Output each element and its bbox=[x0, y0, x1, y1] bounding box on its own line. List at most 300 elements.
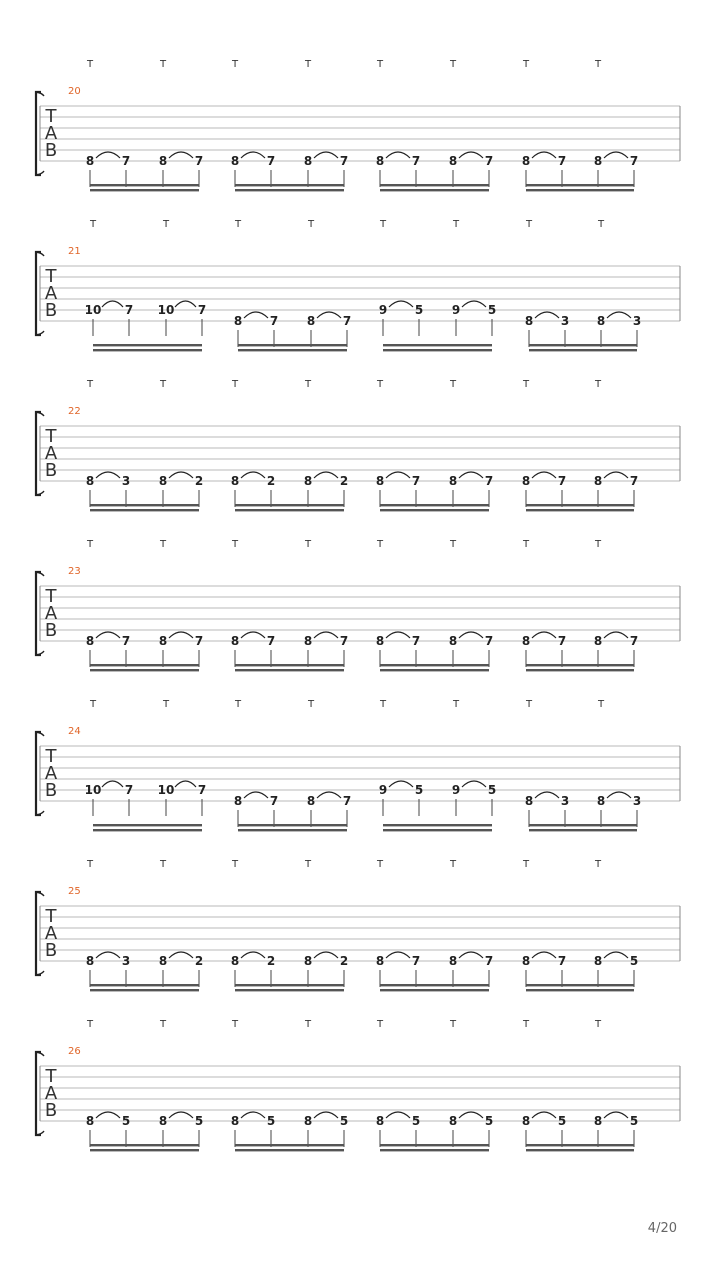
fret-number: 5 bbox=[487, 303, 497, 317]
fret-number: 7 bbox=[342, 794, 352, 808]
beam-primary bbox=[380, 664, 489, 666]
beam-secondary bbox=[93, 349, 202, 351]
tab-clef-letter-t: T bbox=[45, 906, 57, 927]
beam-primary bbox=[380, 984, 489, 986]
tap-mark: T bbox=[449, 59, 457, 70]
slur-arc bbox=[386, 1112, 410, 1118]
fret-number: 7 bbox=[121, 634, 131, 648]
fret-number: 7 bbox=[269, 794, 279, 808]
beam-secondary bbox=[90, 189, 199, 191]
tap-mark: T bbox=[597, 219, 605, 230]
tab-system bbox=[36, 699, 680, 831]
slur-arc bbox=[459, 952, 483, 958]
bracket-top-hook bbox=[36, 732, 44, 736]
fret-number: 7 bbox=[557, 954, 567, 968]
beam-secondary bbox=[93, 829, 202, 831]
fret-number: 8 bbox=[230, 154, 240, 168]
fret-number: 8 bbox=[375, 634, 385, 648]
slur-arc bbox=[462, 301, 486, 307]
slur-arc bbox=[317, 312, 341, 318]
tab-clef-letter-b: B bbox=[44, 140, 58, 161]
measure-number: 26 bbox=[68, 1046, 81, 1057]
bracket-top-hook bbox=[36, 1052, 44, 1056]
beam-secondary bbox=[383, 349, 492, 351]
tab-clef-letter-a: A bbox=[44, 1083, 58, 1104]
slur-arc bbox=[314, 472, 338, 478]
beam-primary bbox=[235, 504, 344, 506]
fret-number: 8 bbox=[303, 1114, 313, 1128]
tap-mark: T bbox=[159, 539, 167, 550]
slur-arc bbox=[532, 472, 556, 478]
tap-mark: T bbox=[86, 59, 94, 70]
bracket-bottom-hook bbox=[36, 811, 44, 815]
tab-clef-letter-t: T bbox=[45, 586, 57, 607]
fret-number: 7 bbox=[339, 634, 349, 648]
beam-primary bbox=[529, 824, 637, 826]
fret-number: 8 bbox=[303, 154, 313, 168]
fret-number: 7 bbox=[197, 303, 207, 317]
beam-primary bbox=[526, 984, 634, 986]
slur-arc bbox=[241, 152, 265, 158]
tap-mark: T bbox=[376, 539, 384, 550]
tap-mark: T bbox=[304, 59, 312, 70]
slur-arc bbox=[241, 1112, 265, 1118]
tab-system bbox=[36, 379, 680, 511]
fret-number: 8 bbox=[230, 1114, 240, 1128]
slur-arc bbox=[607, 792, 631, 798]
beam-primary bbox=[526, 1144, 634, 1146]
measure-number: 22 bbox=[68, 406, 81, 417]
fret-number: 5 bbox=[411, 1114, 421, 1128]
beam-secondary bbox=[235, 669, 344, 671]
fret-number: 2 bbox=[266, 474, 276, 488]
fret-number: 5 bbox=[121, 1114, 131, 1128]
bracket-bottom-hook bbox=[36, 171, 44, 175]
fret-number: 9 bbox=[451, 783, 461, 797]
slur-arc bbox=[175, 301, 196, 307]
tab-system bbox=[36, 1019, 680, 1151]
slur-arc bbox=[459, 1112, 483, 1118]
beam-primary bbox=[526, 184, 634, 186]
slur-arc bbox=[459, 472, 483, 478]
fret-number: 8 bbox=[521, 1114, 531, 1128]
fret-number: 7 bbox=[484, 474, 494, 488]
beam-secondary bbox=[380, 509, 489, 511]
slur-arc bbox=[532, 1112, 556, 1118]
tap-mark: T bbox=[86, 379, 94, 390]
bracket-bottom-hook bbox=[36, 331, 44, 335]
fret-number: 10 bbox=[157, 303, 175, 317]
fret-number: 8 bbox=[375, 1114, 385, 1128]
tap-mark: T bbox=[376, 59, 384, 70]
tab-clef-letter-t: T bbox=[45, 266, 57, 287]
slur-arc bbox=[604, 952, 628, 958]
fret-number: 2 bbox=[339, 954, 349, 968]
tap-mark: T bbox=[376, 1019, 384, 1030]
slur-arc bbox=[96, 632, 120, 638]
beam-primary bbox=[235, 184, 344, 186]
tap-mark: T bbox=[449, 1019, 457, 1030]
fret-number: 7 bbox=[411, 474, 421, 488]
beam-secondary bbox=[235, 989, 344, 991]
fret-number: 7 bbox=[269, 314, 279, 328]
fret-number: 7 bbox=[484, 154, 494, 168]
tap-mark: T bbox=[597, 699, 605, 710]
beam-secondary bbox=[526, 189, 634, 191]
bracket-top-hook bbox=[36, 572, 44, 576]
slur-arc bbox=[169, 1112, 193, 1118]
fret-number: 3 bbox=[121, 474, 131, 488]
beam-primary bbox=[90, 184, 199, 186]
bracket-top-hook bbox=[36, 252, 44, 256]
beam-secondary bbox=[380, 669, 489, 671]
fret-number: 8 bbox=[524, 794, 534, 808]
fret-number: 5 bbox=[487, 783, 497, 797]
fret-number: 8 bbox=[303, 954, 313, 968]
fret-number: 3 bbox=[121, 954, 131, 968]
slur-arc bbox=[241, 632, 265, 638]
fret-number: 5 bbox=[629, 1114, 639, 1128]
tab-system bbox=[36, 219, 680, 351]
tap-mark: T bbox=[159, 379, 167, 390]
slur-arc bbox=[241, 952, 265, 958]
fret-number: 5 bbox=[484, 1114, 494, 1128]
beam-secondary bbox=[235, 189, 344, 191]
tap-mark: T bbox=[86, 859, 94, 870]
slur-arc bbox=[386, 632, 410, 638]
tap-mark: T bbox=[522, 1019, 530, 1030]
slur-arc bbox=[604, 152, 628, 158]
beam-secondary bbox=[526, 989, 634, 991]
fret-number: 2 bbox=[194, 954, 204, 968]
tap-mark: T bbox=[379, 219, 387, 230]
slur-arc bbox=[244, 312, 268, 318]
tap-mark: T bbox=[307, 219, 315, 230]
fret-number: 7 bbox=[194, 154, 204, 168]
bracket-top-hook bbox=[36, 412, 44, 416]
tap-mark: T bbox=[525, 699, 533, 710]
tap-mark: T bbox=[304, 859, 312, 870]
beam-primary bbox=[380, 184, 489, 186]
fret-number: 7 bbox=[484, 954, 494, 968]
fret-number: 8 bbox=[448, 1114, 458, 1128]
beam-secondary bbox=[526, 669, 634, 671]
fret-number: 7 bbox=[124, 303, 134, 317]
tap-mark: T bbox=[449, 379, 457, 390]
fret-number: 8 bbox=[230, 954, 240, 968]
fret-number: 7 bbox=[411, 954, 421, 968]
bracket-bottom-hook bbox=[36, 971, 44, 975]
tap-mark: T bbox=[594, 1019, 602, 1030]
fret-number: 8 bbox=[306, 314, 316, 328]
bracket-top-hook bbox=[36, 892, 44, 896]
slur-arc bbox=[244, 792, 268, 798]
tab-clef-letter-a: A bbox=[44, 283, 58, 304]
tap-mark: T bbox=[379, 699, 387, 710]
bracket-bottom-hook bbox=[36, 651, 44, 655]
slur-arc bbox=[96, 472, 120, 478]
tap-mark: T bbox=[522, 379, 530, 390]
tab-clef-letter-t: T bbox=[45, 426, 57, 447]
slur-arc bbox=[241, 472, 265, 478]
slur-arc bbox=[532, 952, 556, 958]
measure-number: 25 bbox=[68, 886, 81, 897]
fret-number: 8 bbox=[524, 314, 534, 328]
fret-number: 7 bbox=[629, 634, 639, 648]
beam-primary bbox=[235, 984, 344, 986]
fret-number: 8 bbox=[448, 954, 458, 968]
tab-clef-letter-a: A bbox=[44, 763, 58, 784]
slur-arc bbox=[386, 152, 410, 158]
fret-number: 8 bbox=[521, 954, 531, 968]
fret-number: 8 bbox=[158, 154, 168, 168]
fret-number: 8 bbox=[521, 154, 531, 168]
tab-clef-letter-a: A bbox=[44, 123, 58, 144]
slur-arc bbox=[314, 952, 338, 958]
fret-number: 10 bbox=[157, 783, 175, 797]
measure-number: 20 bbox=[68, 86, 81, 97]
tap-mark: T bbox=[376, 379, 384, 390]
fret-number: 5 bbox=[414, 303, 424, 317]
tap-mark: T bbox=[449, 859, 457, 870]
fret-number: 7 bbox=[342, 314, 352, 328]
beam-primary bbox=[383, 344, 492, 346]
tap-mark: T bbox=[304, 539, 312, 550]
fret-number: 8 bbox=[303, 634, 313, 648]
tab-clef-letter-a: A bbox=[44, 923, 58, 944]
slur-arc bbox=[535, 312, 559, 318]
fret-number: 8 bbox=[303, 474, 313, 488]
slur-arc bbox=[102, 301, 123, 307]
beam-secondary bbox=[90, 989, 199, 991]
fret-number: 8 bbox=[593, 1114, 603, 1128]
fret-number: 7 bbox=[339, 154, 349, 168]
tab-clef-letter-b: B bbox=[44, 940, 58, 961]
beam-secondary bbox=[529, 349, 637, 351]
fret-number: 3 bbox=[560, 314, 570, 328]
tap-mark: T bbox=[594, 539, 602, 550]
slur-arc bbox=[459, 152, 483, 158]
fret-number: 8 bbox=[158, 1114, 168, 1128]
tap-mark: T bbox=[162, 219, 170, 230]
slur-arc bbox=[386, 952, 410, 958]
beam-primary bbox=[380, 1144, 489, 1146]
fret-number: 10 bbox=[84, 303, 102, 317]
beam-secondary bbox=[529, 829, 637, 831]
beam-secondary bbox=[380, 189, 489, 191]
fret-number: 8 bbox=[306, 794, 316, 808]
fret-number: 8 bbox=[596, 314, 606, 328]
beam-secondary bbox=[526, 1149, 634, 1151]
fret-number: 7 bbox=[411, 154, 421, 168]
slur-arc bbox=[96, 952, 120, 958]
fret-number: 8 bbox=[85, 154, 95, 168]
measure-number: 21 bbox=[68, 246, 81, 257]
slur-arc bbox=[169, 952, 193, 958]
tab-system bbox=[36, 539, 680, 671]
fret-number: 8 bbox=[521, 474, 531, 488]
bracket-bottom-hook bbox=[36, 491, 44, 495]
tab-clef-letter-b: B bbox=[44, 780, 58, 801]
tap-mark: T bbox=[231, 859, 239, 870]
slur-arc bbox=[96, 152, 120, 158]
beam-secondary bbox=[90, 669, 199, 671]
beam-secondary bbox=[235, 1149, 344, 1151]
fret-number: 5 bbox=[557, 1114, 567, 1128]
tab-clef-letter-a: A bbox=[44, 603, 58, 624]
slur-arc bbox=[604, 632, 628, 638]
fret-number: 8 bbox=[448, 154, 458, 168]
fret-number: 8 bbox=[375, 954, 385, 968]
slur-arc bbox=[604, 1112, 628, 1118]
fret-number: 7 bbox=[124, 783, 134, 797]
slur-arc bbox=[535, 792, 559, 798]
beam-primary bbox=[90, 984, 199, 986]
tab-clef-letter-b: B bbox=[44, 460, 58, 481]
fret-number: 3 bbox=[632, 794, 642, 808]
tab-clef-letter-b: B bbox=[44, 300, 58, 321]
beam-primary bbox=[93, 824, 202, 826]
tap-mark: T bbox=[86, 539, 94, 550]
fret-number: 8 bbox=[230, 634, 240, 648]
slur-arc bbox=[175, 781, 196, 787]
tap-mark: T bbox=[304, 379, 312, 390]
beam-secondary bbox=[526, 509, 634, 511]
fret-number: 8 bbox=[375, 154, 385, 168]
slur-arc bbox=[462, 781, 486, 787]
fret-number: 7 bbox=[194, 634, 204, 648]
tap-mark: T bbox=[522, 539, 530, 550]
beam-primary bbox=[90, 504, 199, 506]
fret-number: 9 bbox=[378, 303, 388, 317]
fret-number: 7 bbox=[266, 154, 276, 168]
tab-clef-letter-a: A bbox=[44, 443, 58, 464]
tap-mark: T bbox=[89, 699, 97, 710]
fret-number: 8 bbox=[593, 474, 603, 488]
measure-number: 23 bbox=[68, 566, 81, 577]
tab-clef-letter-t: T bbox=[45, 746, 57, 767]
fret-number: 7 bbox=[557, 154, 567, 168]
fret-number: 2 bbox=[266, 954, 276, 968]
beam-secondary bbox=[383, 829, 492, 831]
fret-number: 8 bbox=[448, 474, 458, 488]
fret-number: 5 bbox=[194, 1114, 204, 1128]
slur-arc bbox=[389, 301, 413, 307]
fret-number: 9 bbox=[451, 303, 461, 317]
beam-secondary bbox=[235, 509, 344, 511]
tap-mark: T bbox=[307, 699, 315, 710]
fret-number: 8 bbox=[448, 634, 458, 648]
slur-arc bbox=[459, 632, 483, 638]
beam-secondary bbox=[380, 1149, 489, 1151]
fret-number: 8 bbox=[85, 1114, 95, 1128]
tap-mark: T bbox=[594, 59, 602, 70]
tap-mark: T bbox=[594, 379, 602, 390]
fret-number: 7 bbox=[629, 474, 639, 488]
fret-number: 7 bbox=[557, 634, 567, 648]
tap-mark: T bbox=[452, 219, 460, 230]
fret-number: 2 bbox=[339, 474, 349, 488]
slur-arc bbox=[314, 632, 338, 638]
fret-number: 5 bbox=[414, 783, 424, 797]
beam-secondary bbox=[90, 509, 199, 511]
slur-arc bbox=[102, 781, 123, 787]
fret-number: 7 bbox=[484, 634, 494, 648]
fret-number: 8 bbox=[85, 954, 95, 968]
slur-arc bbox=[532, 632, 556, 638]
beam-secondary bbox=[238, 829, 347, 831]
tap-mark: T bbox=[231, 59, 239, 70]
slur-arc bbox=[169, 152, 193, 158]
fret-number: 8 bbox=[596, 794, 606, 808]
tap-mark: T bbox=[522, 859, 530, 870]
slur-arc bbox=[607, 312, 631, 318]
tap-mark: T bbox=[522, 59, 530, 70]
slur-arc bbox=[314, 152, 338, 158]
beam-primary bbox=[529, 344, 637, 346]
tap-mark: T bbox=[159, 59, 167, 70]
fret-number: 8 bbox=[230, 474, 240, 488]
bracket-top-hook bbox=[36, 92, 44, 96]
tap-mark: T bbox=[162, 699, 170, 710]
tap-mark: T bbox=[234, 699, 242, 710]
bracket-bottom-hook bbox=[36, 1131, 44, 1135]
fret-number: 8 bbox=[158, 474, 168, 488]
tap-mark: T bbox=[231, 539, 239, 550]
tap-mark: T bbox=[86, 1019, 94, 1030]
fret-number: 7 bbox=[629, 154, 639, 168]
tap-mark: T bbox=[231, 1019, 239, 1030]
fret-number: 8 bbox=[521, 634, 531, 648]
beam-primary bbox=[235, 1144, 344, 1146]
slur-arc bbox=[386, 472, 410, 478]
beam-primary bbox=[383, 824, 492, 826]
fret-number: 8 bbox=[593, 634, 603, 648]
beam-primary bbox=[238, 344, 347, 346]
fret-number: 5 bbox=[266, 1114, 276, 1128]
fret-number: 3 bbox=[560, 794, 570, 808]
tap-mark: T bbox=[525, 219, 533, 230]
fret-number: 8 bbox=[158, 634, 168, 648]
tap-mark: T bbox=[376, 859, 384, 870]
tap-mark: T bbox=[89, 219, 97, 230]
tab-clef-letter-b: B bbox=[44, 1100, 58, 1121]
slur-arc bbox=[314, 1112, 338, 1118]
slur-arc bbox=[169, 632, 193, 638]
fret-number: 8 bbox=[233, 314, 243, 328]
beam-primary bbox=[238, 824, 347, 826]
beam-primary bbox=[235, 664, 344, 666]
fret-number: 7 bbox=[557, 474, 567, 488]
tap-mark: T bbox=[452, 699, 460, 710]
tap-mark: T bbox=[234, 219, 242, 230]
fret-number: 2 bbox=[194, 474, 204, 488]
fret-number: 7 bbox=[266, 634, 276, 648]
slur-arc bbox=[96, 1112, 120, 1118]
fret-number: 8 bbox=[593, 154, 603, 168]
measure-number: 24 bbox=[68, 726, 81, 737]
fret-number: 8 bbox=[85, 474, 95, 488]
tab-clef-letter-b: B bbox=[44, 620, 58, 641]
tab-clef-letter-t: T bbox=[45, 1066, 57, 1087]
beam-primary bbox=[526, 664, 634, 666]
fret-number: 8 bbox=[593, 954, 603, 968]
slur-arc bbox=[169, 472, 193, 478]
fret-number: 8 bbox=[158, 954, 168, 968]
slur-arc bbox=[532, 152, 556, 158]
beam-primary bbox=[90, 664, 199, 666]
tap-mark: T bbox=[594, 859, 602, 870]
